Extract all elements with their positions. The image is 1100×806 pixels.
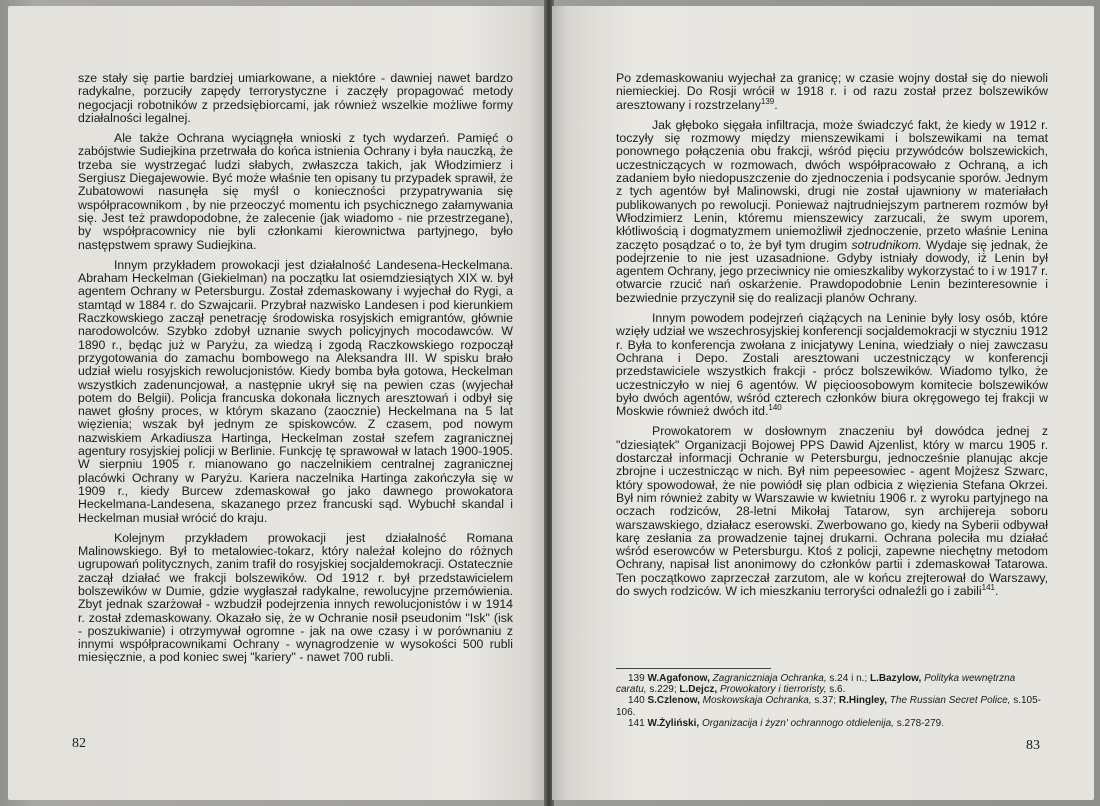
footnote-author: L.Bazylow, [869, 673, 922, 684]
footnote-ref: 141 [981, 582, 995, 592]
footnote [616, 673, 1048, 695]
left-page-body [78, 72, 513, 672]
footnote-title: Moskowskaja Ochranka, [702, 695, 812, 707]
footnote-rule [616, 668, 771, 669]
footnote-text: s.105-106. [616, 695, 1041, 718]
footnote-number: 139 [628, 673, 645, 684]
footnote-author: W.Agafonow, [647, 673, 710, 684]
footnote-text: s.278-279. [893, 717, 945, 729]
paragraph [616, 119, 1048, 305]
left-page [8, 6, 546, 800]
paragraph-text: Innym powodem podejrzeń ciążących na Leninie były losy osób, które wzięły udział we wszechrosyjskiej konferencji socjaldemokracji w styczniu 1912 r. Była to konferencja zwołana z inicjatywy Lenina, wiedziały o niej zawczasu Ochrana i Depo. Zostali aresztowani uczestniczący w konferencji przedstawiciele wszystkich frakcji - prócz bolszewików. Wiadomo tylko, że uczestniczyło w niej 6 agentów. W pięcioosobowym komitecie bolszewików było dwóch agentów, wśród czterech członków biura okręgowego tej frakcji w Moskwie również dwóch itd. [616, 311, 1048, 419]
footnote-author: R.Hingley, [838, 695, 888, 707]
paragraph: Ale także Ochrana wyciągnęła wnioski z tych wydarzeń. Pamięć o zabójstwie Sudiejkina przetrwała do końca istnienia Ochrany i była nauczką, że trzeba sie wystrzegać ludzi słabych, zwłaszcza takich, jak Włodzimierz i Sergiusz Diegajewowie. Być może właśnie ten opisany tu przypadek sprawił, że Zubatowowi nasunęła się myśl o konieczności przypatrywania się współpracownikom , by nie przeoczyć momentu ich psychicznego załamywania się. Jest też prawdopodobne, że zalecenie (jak wiadomo - nie przestrzegane), by współpracownicy nie byli członkami kierownictwa partyjnego, było następstwem sprawy Sudiejkina. [78, 131, 513, 252]
footnote-number: 140 [628, 695, 645, 707]
footnote-title: Organizacija i żyzn' ochrannogo otdielenija, [701, 717, 894, 729]
footnote [616, 695, 1048, 717]
footnotes [616, 668, 1048, 729]
footnote-text: s.229; [646, 684, 680, 696]
paragraph: Innym przykładem prowokacji jest działalność Landesena-Heckelmana. Abraham Heckelman (Giekielman) na początku lat osiemdziesiątych XIX w. był agentem Ochrany w Petersburgu. Został zdemaskowany i wyjechał do Rygi, a stamtąd w 1884 r. do Szwajcarii. Przybrał nazwisko Landesen i pod kierunkiem Raczkowskiego zaczął penetrację środowiska rosyjskich emigrantów, głównie narodowolców. Szybko zdobył uznanie swych policyjnych mocodawców. W 1890 r., będąc już w Paryżu, za wiedzą i zgodą Raczkowskiego rozpoczął przygotowania do zamachu bombowego na Aleksandra III. W spisku brało udział wielu rosyjskich rewolucjonistów. Kiedy bomba była gotowa, Heckelman wszystkich zadenuncjował, a następnie ukrył się na pewien czas (wyjechał potem do Belgii). Policja francuska dokonała licznych aresztowań i odbył się nawet głośny proces, w którym skazano (zaocznie) Heckelmana na 5 lat więzienia; wszak był jednym ze spiskowców. Z czasem, pod nowym nazwiskiem Arkadiusza Hartinga, Heckelman został szefem zagranicznej agentury rosyjskiej policji w Berlinie. Funkcję tę sprawował w latach 1900-1905. W sierpniu 1905 r. mianowano go naczelnikiem centralnej zagranicznej placówki Ochrany w Paryżu. Kariera naczelnika Hartinga zakończyła się w 1909 r., kiedy Burcew zdemaskował go jako dawnego prowokatora Heckelmana-Landesena, skazanego przez francuski sąd. Wybuchł skandal i Heckelman musiał wrócić do kraju. [78, 257, 513, 525]
right-page-body [616, 72, 1048, 605]
paragraph-text: Jak głęboko sięgała infiltracja, może świadczyć fakt, że kiedy w 1912 r. toczyły się rozmowy między mienszewikami i bolszewikami na temat ponownego połączenia obu frakcji, wśród pięciu przywódców bolszewickich, uczestniczących w rozmowach, dwóch współpracowało z Ochraną, a ich zadaniem było niedopuszczenie do zjednoczenia i podsycanie sporów. Jednym z tych agentów był Malinowski, drugi nie został ujawniony w materiałach publikowanych po rewolucji. Ponieważ najtrudniejszym partnerem rozmów był Włodzimierz Lenin, któremu mienszewicy zarzucali, że swym uporem, kłótliwością i dogmatyzmem uniemożliwił zjednoczenie, przeto właśnie Lenina zaczęto posądzać o to, że był tym drugim [616, 117, 1048, 252]
footnote-text: s.24 i n.; [826, 673, 870, 684]
italic-term: sotrudnikom. [851, 237, 922, 252]
footnote-author: L.Dejcz, [679, 684, 718, 696]
footnote-ref: 139 [760, 96, 775, 106]
paragraph-end: . [774, 97, 778, 112]
paragraph-text: Wydaje się jednak, że podejrzenie to nie jest uzasadnione. Gdyby istniały dowody, iż Lenin był agentem Ochrany, jego przeciwnicy nie omieszkaliby wykorzystać to i w 1917 r. otwarcie rzucić nań oskarżenie. Prawdopodobnie Lenin bezinteresownie i bezwiednie przyczynił się do realizacji planów Ochrany. [616, 237, 1048, 305]
footnote-ref: 140 [768, 403, 782, 413]
footnote-text: s.37; [811, 695, 839, 707]
footnote-author: S.Czlenow, [647, 695, 700, 707]
paragraph [616, 425, 1048, 598]
paragraph-text: Po zdemaskowaniu wyjechał za granicę; w czasie wojny dostał się do niewoli niemieckiej. Do Rosji wrócił w 1918 r. i od razu został przez bolszewików aresztowany i rozstrzelany [616, 71, 1048, 112]
right-page [552, 6, 1094, 800]
page-number: 83 [1026, 738, 1040, 753]
footnote-author: W.Żyliński, [647, 717, 700, 729]
paragraph [616, 72, 1048, 112]
footnote-number: 141 [628, 717, 645, 729]
paragraph-end: . [995, 583, 999, 598]
paragraph-text: Prowokatorem w dosłownym znaczeniu był dowódca jednej z "dziesiątek" Organizacji Bojowej PPS Dawid Ajzenlist, który w marcu 1905 r. dostarczał informacji Ochranie w Petersburgu, jednocześnie planując akcje zbrojne i uczestnicząc w nich. Był nim pepeesowiec - agent Mojżesz Szwarc, który spowodował, że nie powiódł się plan odbicia z więzienia Stefana Okrzei. Był nim również zabity w Warszawie w kwietniu 1906 r. z wyroku partyjnego na oczach rodziców, 28-letni Mikołaj Tatarow, syn archijereja soboru warszawskiego, działacz eserowski. Zwerbowano go, kiedy na Syberii odbywał karę zesłania za prowadzenie tajnej drukarni. Ochrana poleciła mu działać wśród eserowców w Petersburgu. Ktoś z policji, zapewne niechętny metodom Ochrany, napisał list anonimowy do członków partii i zdemaskował Tatarowa. Ten początkowo zaprzeczał zarzutom, ale w końcu zrejterował do Warszawy, do swych rodziców. W ich mieszkaniu terroryści odnaleźli go i zabili [616, 424, 1048, 598]
footnote-text: s.6. [826, 684, 846, 696]
footnote-title: The Russian Secret Police, [889, 695, 1011, 707]
paragraph: Kolejnym przykładem prowokacji jest działalność Romana Malinowskiego. Był to metalowiec-tokarz, który należał kolejno do różnych ugrupowań politycznych, zanim trafił do rosyjskiej socjaldemokracji. Ostatecznie zaczął działać we frakcji bolszewików. Od 1912 r. był przedstawicielem bolszewików w Dumie, gdzie wygłaszał radykalne, rewolucyjne przemówienia. Zbyt jednak szarżował - wzbudził podejrzenia innych rewolucjonistów i w 1914 r. został zdemaskowany. Okazało się, że w Ochranie nosił pseudonim "Isk" (isk - poszukiwanie) i otrzymywał ogromne - jak na owe czasy i w porównaniu z innymi współpracownikami Ochrany - wynagrodzenie w wysokości 500 rubli miesięcznie, a pod koniec swej "kariery" - nawet 700 rubli. [78, 530, 513, 665]
footnote-title: Prowokatory i tierroristy, [719, 684, 827, 696]
page-number: 82 [72, 736, 86, 751]
footnote-title: Polityka wewnętrzna caratu, [616, 673, 1016, 696]
footnote [616, 718, 1048, 729]
paragraph: sze stały się partie bardziej umiarkowane, a niektóre - dawniej nawet bardzo radykalne, porzuciły zapędy terrorystyczne i zaczęły propagować metody negocjacji robotników z przedsiębiorcami, jak również wszelkie możliwe formy działalności legalnej. [78, 71, 513, 125]
footnote-title: Zagraniczniaja Ochranka, [712, 673, 827, 684]
paragraph [616, 312, 1048, 418]
